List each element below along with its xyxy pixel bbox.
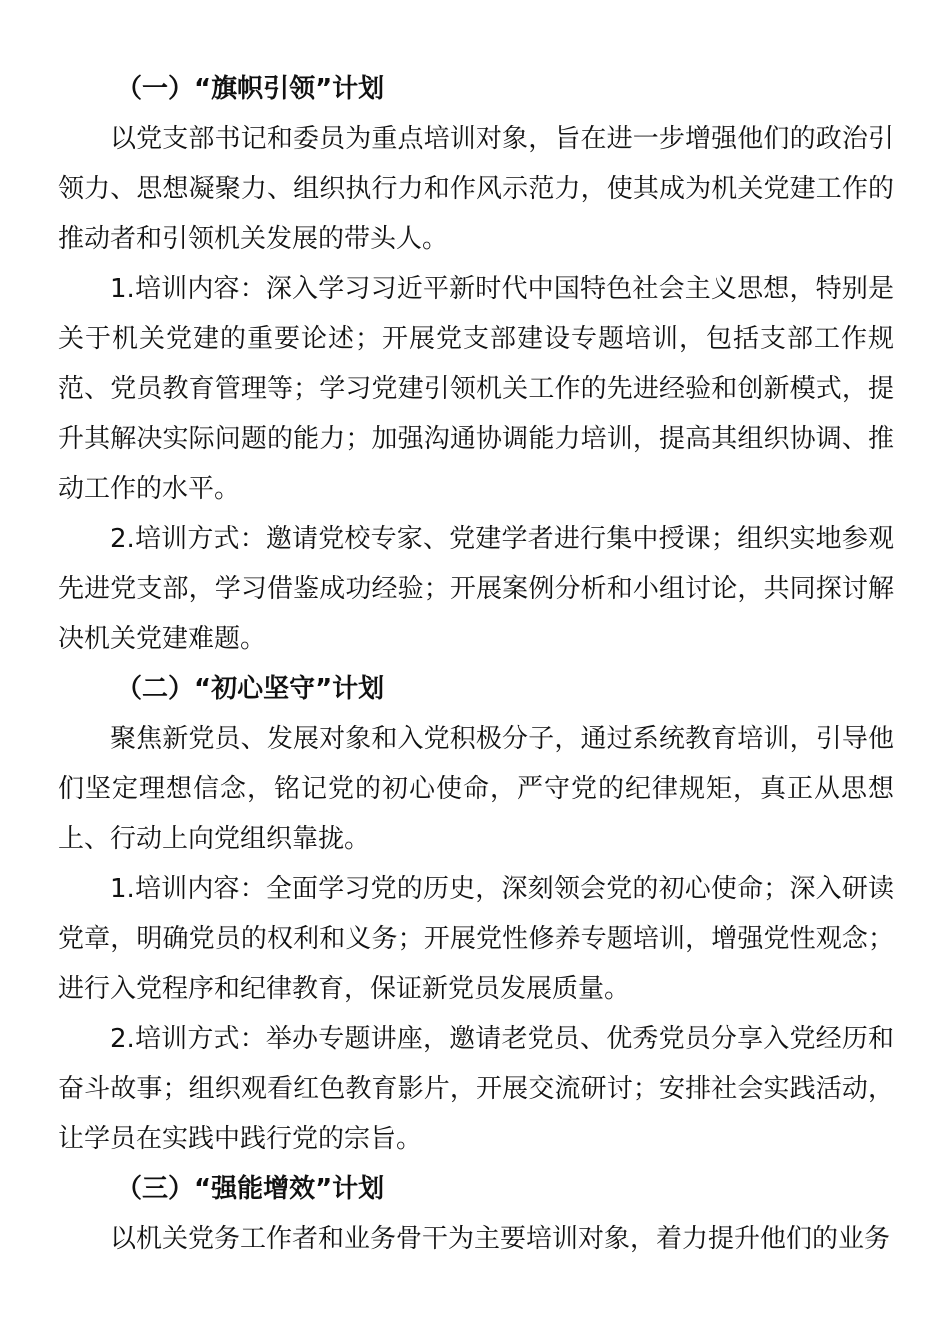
document-page [58,64,894,1264]
section-3 [58,1164,894,1264]
paragraph: 1.培训内容：全面学习党的历史，深刻领会党的初心使命；深入研读党章，明确党员的权利和义务；开展党性修养专题培训，增强党性观念；进行入党程序和纪律教育，保证新党员发展质量。 [58,874,894,1004]
section-heading: （三）“强能增效”计划 [116,1174,385,1204]
paragraph: 以机关党务工作者和业务骨干为主要培训对象，着力提升他们的业务 [110,1224,891,1254]
paragraph: 1.培训内容：深入学习习近平新时代中国特色社会主义思想，特别是关于机关党建的重要论述；开展党支部建设专题培训，包括支部工作规范、党员教育管理等；学习党建引领机关工作的先进经验和创新模式，提升其解决实际问题的能力；加强沟通协调能力培训，提高其组织协调、推动工作的水平。 [58,274,894,504]
section-2 [58,664,894,1164]
paragraph: 聚焦新党员、发展对象和入党积极分子，通过系统教育培训，引导他们坚定理想信念，铭记党的初心使命，严守党的纪律规矩，真正从思想上、行动上向党组织靠拢。 [58,724,894,854]
paragraph: 2.培训方式：邀请党校专家、党建学者进行集中授课；组织实地参观先进党支部，学习借鉴成功经验；开展案例分析和小组讨论，共同探讨解决机关党建难题。 [58,524,894,654]
section-heading: （一）“旗帜引领”计划 [116,74,385,104]
paragraph: 2.培训方式：举办专题讲座，邀请老党员、优秀党员分享入党经历和奋斗故事；组织观看红色教育影片，开展交流研讨；安排社会实践活动，让学员在实践中践行党的宗旨。 [58,1024,894,1154]
section-1 [58,64,894,664]
section-heading: （二）“初心坚守”计划 [116,674,385,704]
paragraph: 以党支部书记和委员为重点培训对象，旨在进一步增强他们的政治引领力、思想凝聚力、组织执行力和作风示范力，使其成为机关党建工作的推动者和引领机关发展的带头人。 [58,124,894,254]
